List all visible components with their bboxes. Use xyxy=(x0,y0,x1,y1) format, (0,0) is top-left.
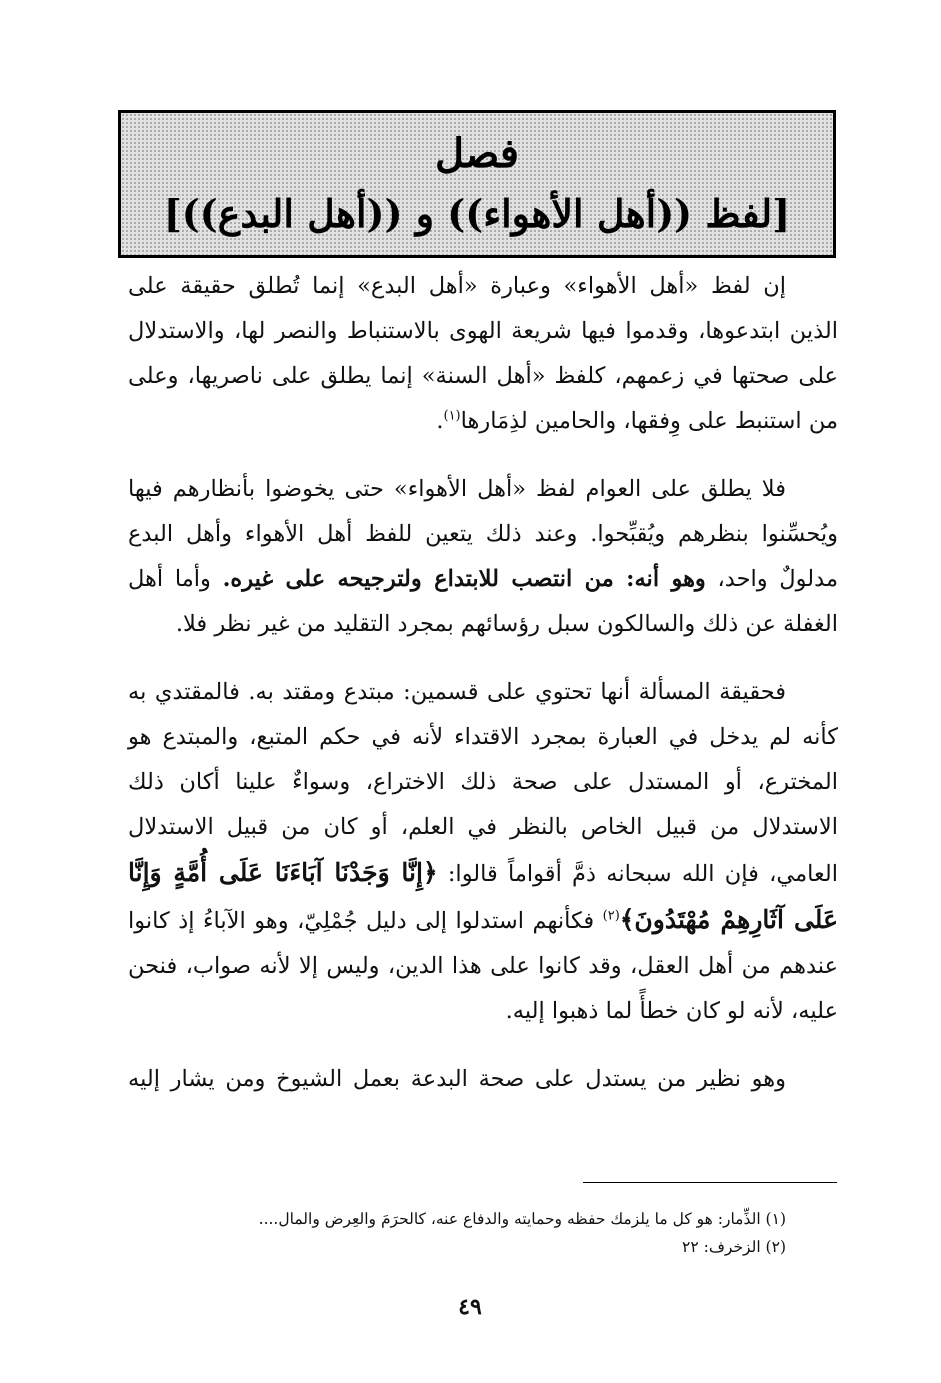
paragraph-2-text-b: وأما أهل الغفلة عن ذلك والسالكون سبل رؤسائهم بمجرد التقليد من غير نظر فلا. xyxy=(128,566,838,637)
footnote-ref-2: (٢) xyxy=(602,908,620,924)
paragraph-2 xyxy=(128,467,838,647)
quran-verse: ﴿إِنَّا وَجَدْنَا آبَاءَنَا عَلَى أُمَّةٍ وَإِنَّا عَلَى آثَارِهِمْ مُهْتَدُونَ﴾ xyxy=(128,858,838,934)
paragraph-2-text-a: فلا يطلق على العوام لفظ «أهل الأهواء» حتى يخوضوا بأنظارهم فيها ويُحسِّنوا بنظرهم ويُقبِّحوا. وعند ذلك يتعين للفظ أهل الأهواء وأهل البدع مدلولٌ واحد، xyxy=(128,476,838,592)
paragraph-2-bold-definition: وهو أنه: من انتصب للابتداع ولترجيحه على غيره. xyxy=(222,566,706,592)
paragraph-1-end: . xyxy=(436,408,444,434)
footnote-ref-1: (١) xyxy=(443,408,461,424)
section-header-box xyxy=(118,110,836,258)
paragraph-1 xyxy=(128,264,838,444)
footnote-1: (١) الذِّمار: هو كل ما يلزمك حفظه وحمايته والدفاع عنه، كالحرَمَ والعِرض والمال.... xyxy=(258,1210,786,1228)
paragraph-1-text: إن لفظ «أهل الأهواء» وعبارة «أهل البدع» إنما تُطلق حقيقة على الذين ابتدعوها، وقدموا فيها شريعة الهوى بالاستنباط والنصر لها، والاستدلال على صحتها في زعمهم، كلفظ «أهل السنة» إنما يطلق على ناصريها، وعلى من استنبط على وِفقها، والحامين لذِمَارها xyxy=(128,273,838,434)
paragraph-4-text: وهو نظير من يستدل على صحة البدعة بعمل الشيوخ ومن يشار إليه xyxy=(128,1066,786,1092)
section-title: [لفظ ((أهل الأهواء)) و ((أهل البدع))] xyxy=(163,191,791,236)
footnote-2: (٢) الزخرف: ٢٢ xyxy=(682,1238,786,1256)
paragraph-3-text-b: فكأنهم استدلوا إلى دليل جُمْلِيّ، وهو الآباءُ إذ كانوا عندهم من أهل العقل، وقد كانوا على هذا الدين، وليس إلا لأنه صواب، فنحن عليه، لأنه لو كان خطأً لما ذهبوا إليه. xyxy=(128,908,838,1024)
footnotes xyxy=(150,1205,786,1261)
paragraph-3-text-a: فحقيقة المسألة أنها تحتوي على قسمين: مبتدع ومقتد به. فالمقتدي به كأنه لم يدخل في العبارة بمجرد الاقتداء لأنه في حكم المتبع، والمبتدع هو المخترع، أو المستدل على صحة ذلك الاختراع، وسواءٌ علينا أكان ذلك الاستدلال من قبيل الخاص بالنظر في العلم، أو كان من قبيل الاستدلال العامي، فإن الله سبحانه ذمَّ أقواماً قالوا: xyxy=(128,679,838,887)
page-number: ٤٩ xyxy=(458,1294,482,1320)
footnote-divider xyxy=(583,1182,837,1183)
section-label: فصل xyxy=(434,130,520,177)
paragraph-3 xyxy=(128,670,838,1034)
body-text xyxy=(128,264,838,1102)
paragraph-4 xyxy=(128,1057,838,1102)
